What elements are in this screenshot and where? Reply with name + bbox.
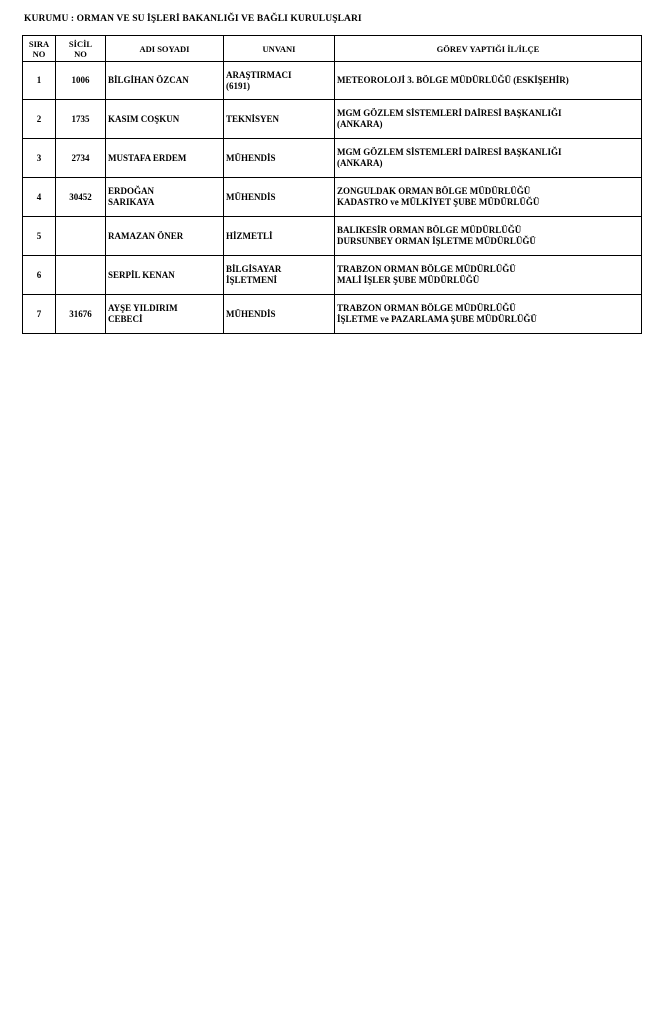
table-row xyxy=(23,256,642,295)
cell-title: MÜHENDİS xyxy=(224,139,335,178)
table-header xyxy=(23,36,642,62)
personnel-table xyxy=(22,35,642,334)
cell-duty-place: METEOROLOJİ 3. BÖLGE MÜDÜRLÜĞÜ (ESKİŞEHİR) xyxy=(335,62,642,100)
table-row xyxy=(23,178,642,217)
cell-sicil-no xyxy=(56,256,106,295)
table-row xyxy=(23,100,642,139)
cell-sira-no: 3 xyxy=(23,139,56,178)
cell-sicil-no: 30452 xyxy=(56,178,106,217)
cell-title: HİZMETLİ xyxy=(224,217,335,256)
table-row xyxy=(23,217,642,256)
cell-name: SERPİL KENAN xyxy=(106,256,224,295)
cell-name: ERDOĞAN SARIKAYA xyxy=(106,178,224,217)
cell-sira-no: 7 xyxy=(23,295,56,334)
table-row xyxy=(23,295,642,334)
cell-sicil-no: 1006 xyxy=(56,62,106,100)
cell-sira-no: 5 xyxy=(23,217,56,256)
cell-duty-place: ZONGULDAK ORMAN BÖLGE MÜDÜRLÜĞÜ KADASTRO ve MÜLKİYET ŞUBE MÜDÜRLÜĞÜ xyxy=(335,178,642,217)
cell-sicil-no xyxy=(56,217,106,256)
cell-name: MUSTAFA ERDEM xyxy=(106,139,224,178)
cell-title: MÜHENDİS xyxy=(224,178,335,217)
cell-sicil-no: 1735 xyxy=(56,100,106,139)
header-duty-place: GÖREV YAPTIĞI İL/İLÇE xyxy=(335,36,642,62)
header-sicil-no: SİCİL NO xyxy=(56,36,106,62)
cell-duty-place: BALIKESİR ORMAN BÖLGE MÜDÜRLÜĞÜ DURSUNBEY ORMAN İŞLETME MÜDÜRLÜĞÜ xyxy=(335,217,642,256)
table-body xyxy=(23,62,642,334)
header-sira-no: SIRA NO xyxy=(23,36,56,62)
cell-title: TEKNİSYEN xyxy=(224,100,335,139)
cell-duty-place: MGM GÖZLEM SİSTEMLERİ DAİRESİ BAŞKANLIĞI (ANKARA) xyxy=(335,100,642,139)
cell-sira-no: 4 xyxy=(23,178,56,217)
cell-sira-no: 1 xyxy=(23,62,56,100)
header-name: ADI SOYADI xyxy=(106,36,224,62)
header-title: UNVANI xyxy=(224,36,335,62)
cell-sira-no: 2 xyxy=(23,100,56,139)
document-heading: KURUMU : ORMAN VE SU İŞLERİ BAKANLIĞI VE BAĞLI KURULUŞLARI xyxy=(24,14,362,24)
table-header-row xyxy=(23,36,642,62)
cell-sicil-no: 2734 xyxy=(56,139,106,178)
cell-duty-place: TRABZON ORMAN BÖLGE MÜDÜRLÜĞÜ İŞLETME ve PAZARLAMA ŞUBE MÜDÜRLÜĞÜ xyxy=(335,295,642,334)
cell-title: BİLGİSAYAR İŞLETMENİ xyxy=(224,256,335,295)
cell-title: ARAŞTIRMACI (6191) xyxy=(224,62,335,100)
cell-sira-no: 6 xyxy=(23,256,56,295)
cell-title: MÜHENDİS xyxy=(224,295,335,334)
table-row xyxy=(23,62,642,100)
cell-name: AYŞE YILDIRIM CEBECİ xyxy=(106,295,224,334)
cell-name: KASIM COŞKUN xyxy=(106,100,224,139)
cell-duty-place: TRABZON ORMAN BÖLGE MÜDÜRLÜĞÜ MALİ İŞLER ŞUBE MÜDÜRLÜĞÜ xyxy=(335,256,642,295)
table-row xyxy=(23,139,642,178)
cell-sicil-no: 31676 xyxy=(56,295,106,334)
cell-name: BİLGİHAN ÖZCAN xyxy=(106,62,224,100)
cell-duty-place: MGM GÖZLEM SİSTEMLERİ DAİRESİ BAŞKANLIĞI (ANKARA) xyxy=(335,139,642,178)
cell-name: RAMAZAN ÖNER xyxy=(106,217,224,256)
